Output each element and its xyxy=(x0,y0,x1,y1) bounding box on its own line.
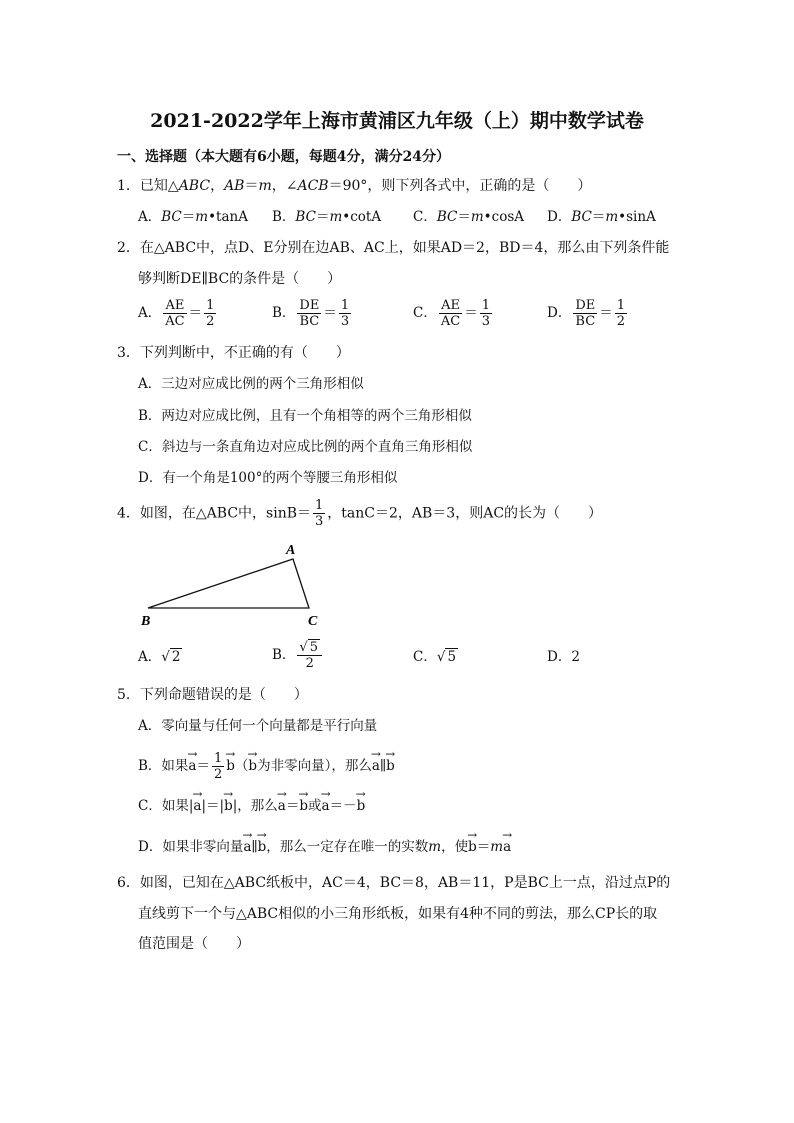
question-3-stem: 3．下列判断中，不正确的有（ ） xyxy=(117,345,350,361)
question-2-option-a[interactable]: A． $\frac{AE}{AC}$ ＝ $\frac{1}{2}$ xyxy=(138,298,215,329)
question-6-stem-line3: 值范围是（ ） xyxy=(138,936,250,952)
question-2-option-b[interactable]: B． $\frac{DE}{BC}$ ＝ $\frac{1}{3}$ xyxy=(272,298,350,329)
question-1-option-b[interactable]: B．BC＝m•cotA xyxy=(272,209,382,225)
question-3-option-c[interactable]: C．斜边与一条直角边对应成比例的两个直角三角形相似 xyxy=(138,439,473,455)
question-2-option-d[interactable]: D． $\frac{DE}{BC}$ ＝ $\frac{1}{2}$ xyxy=(547,298,626,329)
vertex-label-c: C xyxy=(308,614,318,629)
question-1-option-d[interactable]: D．BC＝m•sinA xyxy=(547,209,656,225)
vertex-label-b: B xyxy=(141,614,151,629)
question-5-option-b[interactable]: B．如果→ a＝ $\frac{1}{2}$ → b（→ b为非零向量），那么→ a∥→ b xyxy=(138,751,395,782)
question-4-option-b[interactable]: B． $\frac{√ 5}{2}$ xyxy=(272,640,324,671)
question-4-option-c[interactable]: C．√ 5 xyxy=(413,649,457,665)
question-6-stem-line1: 6．如图，已知在△ABC纸板中，AC＝4，BC＝8，AB＝11，P是BC上一点，沿过点P的 xyxy=(117,875,671,891)
question-2-stem-line1: 2．在△ABC中，点D、E分别在边AB、AC上，如果AD＝2，BD＝4，那么由下列条件能 xyxy=(117,240,670,256)
page-title: 2021-2022学年上海市黄浦区九年级（上）期中数学试卷 xyxy=(150,110,644,132)
question-3-option-d[interactable]: D．有一个角是100°的两个等腰三角形相似 xyxy=(138,470,398,486)
question-2-option-c[interactable]: C． $\frac{AE}{AC}$ ＝ $\frac{1}{3}$ xyxy=(413,298,490,329)
question-5-option-c[interactable]: C．如果|→ a|＝|→ b|，那么→ a＝→ b或→ a＝－→ b xyxy=(138,796,365,816)
question-5-option-a[interactable]: A．零向量与任何一个向量都是平行向量 xyxy=(138,718,378,734)
question-4-option-a[interactable]: A．√ 2 xyxy=(138,649,181,665)
question-5-stem: 5．下列命题错误的是（ ） xyxy=(117,687,308,703)
question-2-stem-line2: 够判断DE∥BC的条件是（ ） xyxy=(138,271,342,287)
question-5-option-d[interactable]: D．如果非零向量→ a∥→ b，那么一定存在唯一的实数m，使→ b＝m→ a xyxy=(138,837,511,857)
question-3-option-b[interactable]: B．两边对应成比例，且有一个角相等的两个三角形相似 xyxy=(138,408,472,424)
section-heading: 一、选择题（本大题有6小题，每题4分，满分24分） xyxy=(117,149,450,165)
question-1-stem: 1．已知△ABC，AB＝m，∠ACB＝90°，则下列各式中，正确的是（ ） xyxy=(117,178,592,194)
question-1-option-a[interactable]: A．BC＝m•tanA xyxy=(138,209,248,225)
question-6-stem-line2: 直线剪下一个与△ABC相似的小三角形纸板，如果有4种不同的剪法，那么CP长的取 xyxy=(138,906,658,922)
question-4-stem: 4．如图，在△ABC中，sinB＝ $\frac{1}{3}$ ，tanC＝2，AB＝3，则AC的长为（ ） xyxy=(117,498,603,529)
question-3-option-a[interactable]: A．三边对应成比例的两个三角形相似 xyxy=(138,376,364,392)
vertex-label-a: A xyxy=(286,543,296,558)
question-1-option-c[interactable]: C．BC＝m•cosA xyxy=(413,209,525,225)
triangle-abc xyxy=(148,559,309,608)
question-4-option-d[interactable]: D．2 xyxy=(547,649,580,665)
triangle-figure xyxy=(138,540,338,630)
